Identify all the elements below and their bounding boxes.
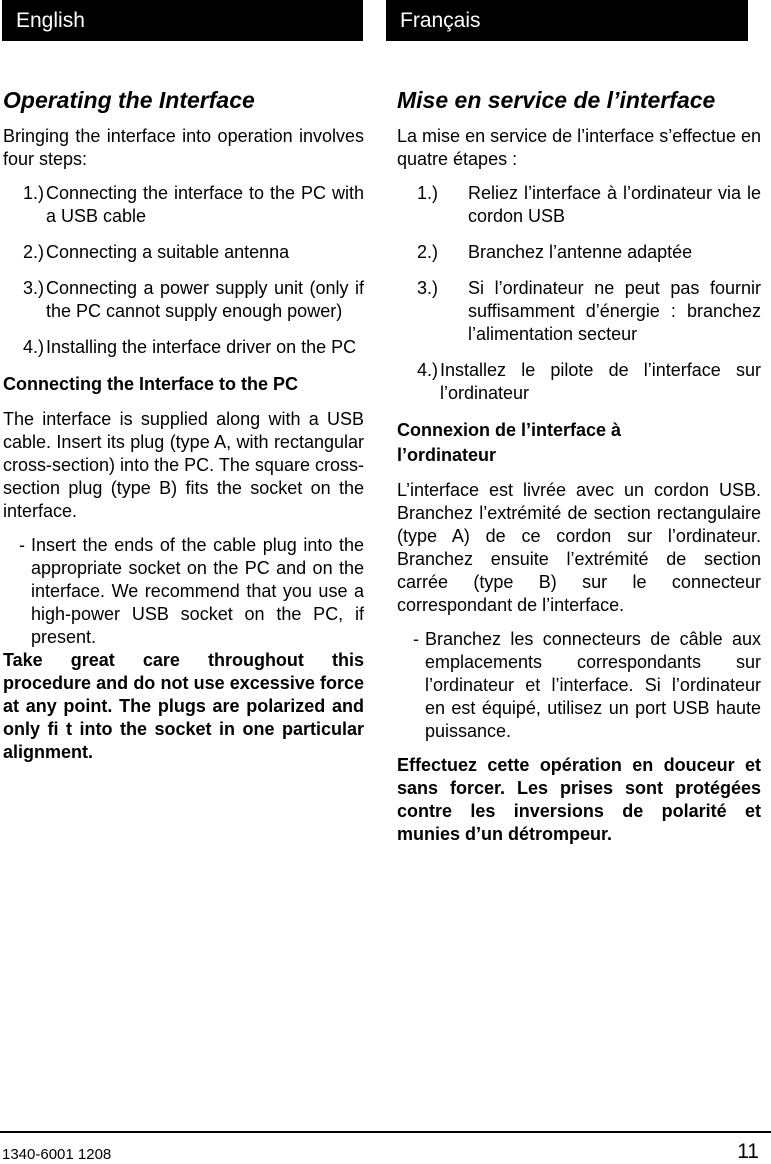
- list-item: [397, 241, 761, 264]
- english-title: Operating the Interface: [3, 87, 255, 113]
- list-item: [3, 336, 364, 359]
- list-item: [3, 182, 364, 228]
- list-item: [397, 359, 761, 405]
- step-text: Connecting a suitable antenna: [46, 242, 290, 262]
- step-number: 3.): [416, 278, 438, 298]
- french-column: [397, 86, 761, 857]
- french-steps-list: [397, 182, 761, 405]
- dash-mark: -: [19, 535, 25, 555]
- step-text: Si l’ordinateur ne peut pas fournir suffisamment d’énergie : branchez l’alimentation secteur: [468, 278, 761, 344]
- english-column: [3, 86, 364, 775]
- french-title: Mise en service de l’interface: [397, 87, 716, 113]
- list-item: [3, 241, 364, 264]
- step-number: 3.): [22, 278, 44, 298]
- french-paragraph: L’interface est livrée avec un cordon USB. Branchez l’extrémité de section rectangulaire (type A) de ce cordon sur l’ordinateur. Branchez ensuite l’extrémité de section carrée (type B) sur le connecteur correspondant de l’interface.: [397, 480, 761, 615]
- step-number: 1.): [416, 183, 438, 203]
- step-number: 2.): [22, 242, 44, 262]
- step-text: Installez le pilote de l’interface sur l’ordinateur: [440, 360, 761, 403]
- step-number: 4.): [22, 337, 44, 357]
- step-text: Connecting a power supply unit (only if the PC cannot supply enough power): [46, 278, 364, 321]
- english-paragraph: The interface is supplied along with a USB cable. Insert its plug (type A, with rectangular cross-section) into the PC. The square cross-section plug (type B) fits the socket on the interface.: [3, 409, 364, 521]
- dash-mark: -: [413, 629, 419, 649]
- dash-text: Insert the ends of the cable plug into the appropriate socket on the PC and on the interface. We recommend that you use a high-power USB socket on the PC, if present.: [31, 535, 364, 647]
- step-number: 2.): [416, 242, 438, 262]
- french-warning: Effectuez cette opération en douceur et sans forcer. Les prises sont protégées contre les inversions de polarité et munies d’un détrompeur.: [397, 755, 761, 844]
- page-number: 11: [737, 1140, 759, 1163]
- english-dash-item: [3, 534, 364, 649]
- list-item: [3, 277, 364, 323]
- dash-text: Branchez les connecteurs de câble aux emplacements correspondants sur l’ordinateur et l’interface. Si l’ordinateur en est équipé, utilisez un port USB haute puissance.: [425, 629, 761, 741]
- english-steps-list: [3, 182, 364, 359]
- english-intro: Bringing the interface into operation involves four steps:: [3, 126, 364, 169]
- language-header-english: English: [2, 0, 363, 41]
- step-text: Branchez l’antenne adaptée: [468, 242, 693, 262]
- language-header-french: Français: [386, 0, 748, 41]
- document-code: 1340-6001 1208: [2, 1146, 112, 1163]
- english-subtitle: Connecting the Interface to the PC: [3, 374, 299, 394]
- step-text: Connecting the interface to the PC with a USB cable: [46, 183, 364, 226]
- footer-divider: [0, 1131, 771, 1133]
- list-item: [397, 277, 761, 346]
- french-subtitle: Connexion de l’interface à l’ordinateur: [397, 420, 622, 465]
- french-intro: La mise en service de l’interface s’effectue en quatre étapes :: [397, 126, 761, 169]
- french-dash-item: [397, 628, 761, 743]
- english-warning: Take great care throughout this procedure and do not use excessive force at any point. The plugs are polarized and only fi t into the socket in one particular alignment.: [3, 650, 364, 762]
- list-item: [397, 182, 761, 228]
- step-text: Reliez l’interface à l’ordinateur via le cordon USB: [468, 183, 761, 226]
- step-number: 1.): [22, 183, 44, 203]
- step-number: 4.): [416, 360, 438, 380]
- step-text: Installing the interface driver on the PC: [46, 337, 357, 357]
